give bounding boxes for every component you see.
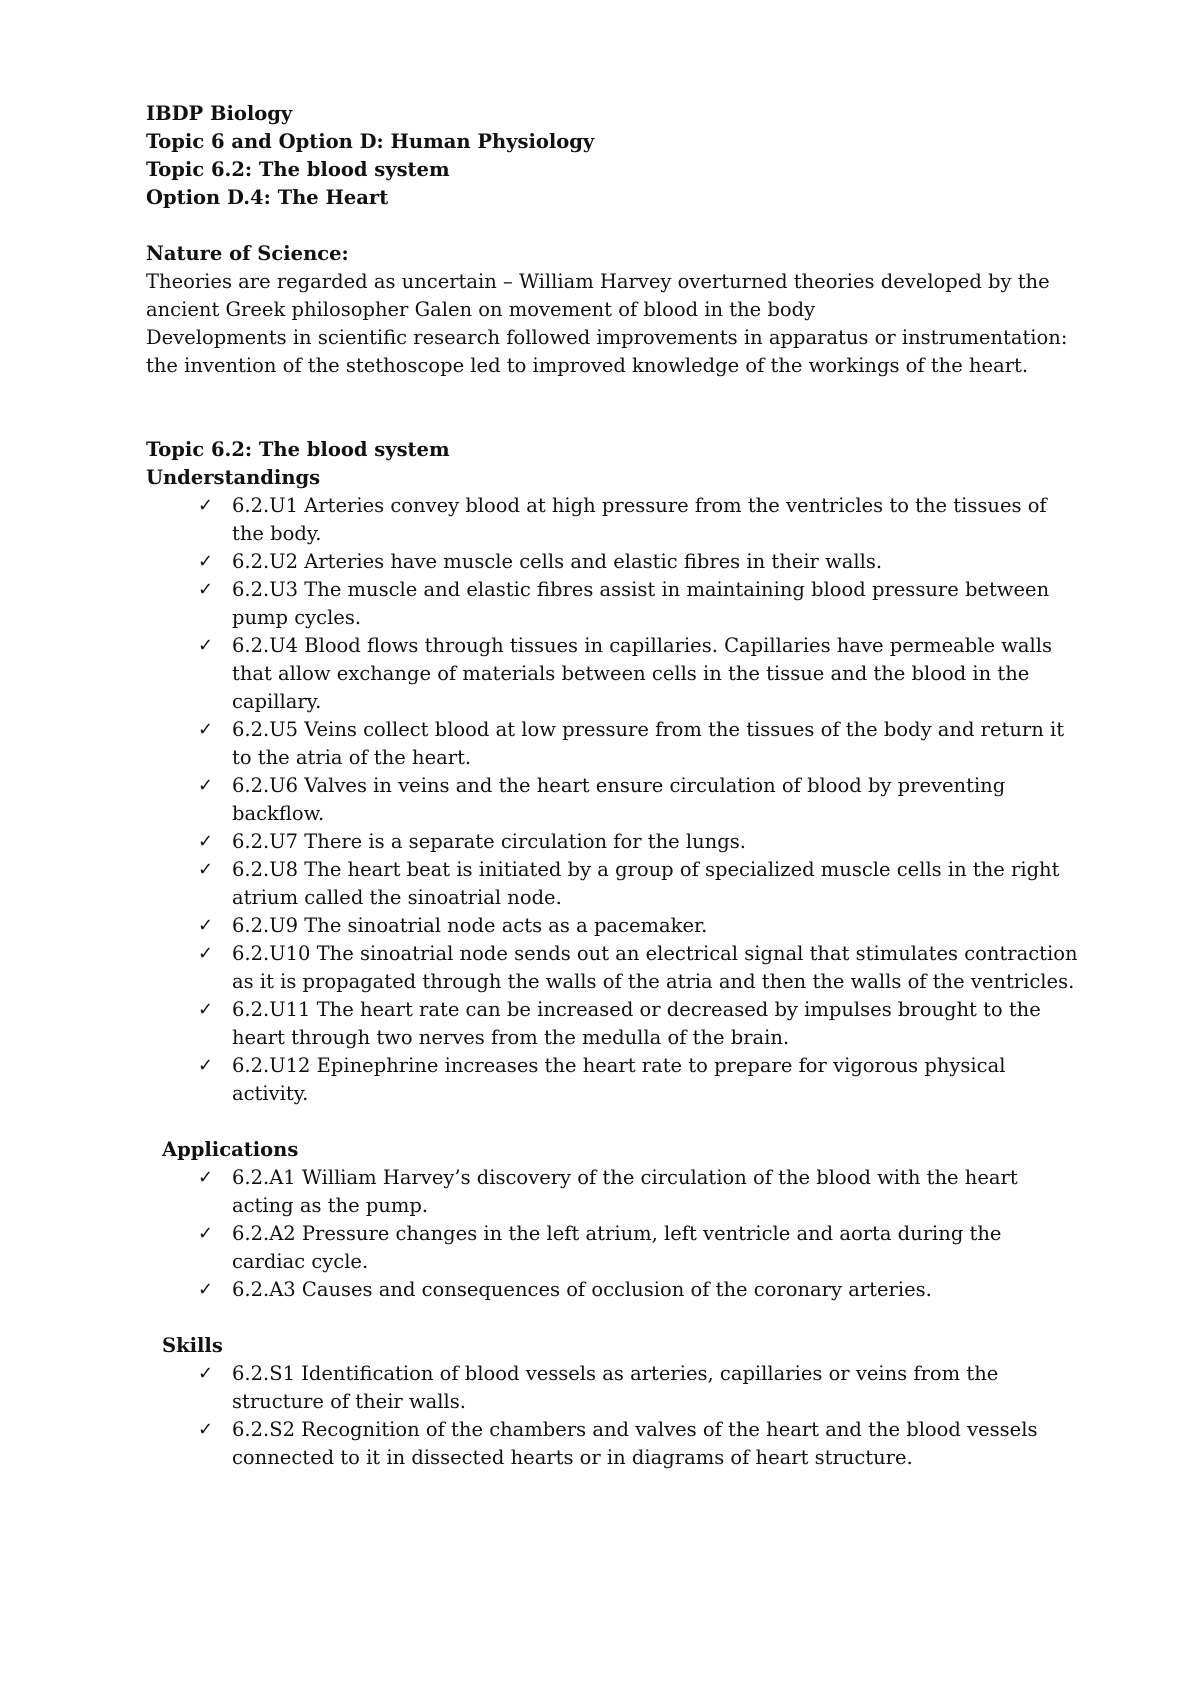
applications-list [146,1164,1080,1304]
list-item-text: 6.2.S1 Identification of blood vessels as arteries, capillaries or veins from the structure of their walls. [232,1362,999,1413]
check-icon: ✓ [198,495,214,516]
check-icon: ✓ [198,1419,214,1440]
understandings-list [146,492,1080,1108]
list-item-text: 6.2.U1 Arteries convey blood at high pressure from the ventricles to the tissues of the body. [232,494,1047,545]
list-item [198,996,1080,1052]
list-item-text: 6.2.U6 Valves in veins and the heart ensure circulation of blood by preventing backflow. [232,774,1006,825]
option-title: Option D.4: The Heart [146,186,389,209]
topic-title: Topic 6 and Option D: Human Physiology [146,130,595,153]
list-item-text: 6.2.U10 The sinoatrial node sends out an electrical signal that stimulates contraction as it is propagated through the walls of the atria and then the walls of the ventricles. [232,942,1078,993]
list-item-text: 6.2.U3 The muscle and elastic fibres assist in maintaining blood pressure between pump cycles. [232,578,1050,629]
topic-heading: Topic 6.2: The blood system [146,438,450,461]
subtopic-title: Topic 6.2: The blood system [146,158,450,181]
list-item [198,828,1080,856]
list-item-text: 6.2.U12 Epinephrine increases the heart rate to prepare for vigorous physical activity. [232,1054,1006,1105]
list-item-text: 6.2.S2 Recognition of the chambers and valves of the heart and the blood vessels connected to it in dissected hearts or in diagrams of heart structure. [232,1418,1038,1469]
list-item [198,492,1080,548]
check-icon: ✓ [198,1055,214,1076]
course-title: IBDP Biology [146,102,293,125]
check-icon: ✓ [198,635,214,656]
list-item [198,1416,1080,1472]
list-item [198,772,1080,828]
spacer [146,1304,1080,1332]
list-item-text: 6.2.U5 Veins collect blood at low pressure from the tissues of the body and return it to the atria of the heart. [232,718,1065,769]
list-item-text: 6.2.A2 Pressure changes in the left atrium, left ventricle and aorta during the cardiac cycle. [232,1222,1002,1273]
list-item [198,912,1080,940]
check-icon: ✓ [198,1279,214,1300]
list-item-text: 6.2.A3 Causes and consequences of occlusion of the coronary arteries. [232,1278,932,1301]
list-item [198,632,1080,716]
list-item-text: 6.2.A1 William Harvey’s discovery of the circulation of the blood with the heart acting as the pump. [232,1166,1018,1217]
nature-of-science-heading: Nature of Science: [146,242,349,265]
list-item-text: 6.2.U7 There is a separate circulation for the lungs. [232,830,746,853]
list-item-text: 6.2.U2 Arteries have muscle cells and elastic fibres in their walls. [232,550,883,573]
check-icon: ✓ [198,719,214,740]
check-icon: ✓ [198,999,214,1020]
list-item [198,1220,1080,1276]
check-icon: ✓ [198,831,214,852]
list-item [198,1164,1080,1220]
check-icon: ✓ [198,579,214,600]
check-icon: ✓ [198,1223,214,1244]
spacer [146,1108,1080,1136]
check-icon: ✓ [198,915,214,936]
list-item [198,548,1080,576]
list-item-text: 6.2.U11 The heart rate can be increased or decreased by impulses brought to the heart through two nerves from the medulla of the brain. [232,998,1041,1049]
check-icon: ✓ [198,775,214,796]
list-item [198,856,1080,912]
spacer [146,212,1080,240]
list-item [198,940,1080,996]
nature-of-science-paragraph-2: Developments in scientific research followed improvements in apparatus or instrumentation: the invention of the stethoscope led to improved knowledge of the workings of the heart. [146,326,1068,377]
list-item [198,576,1080,632]
applications-heading: Applications [162,1138,299,1161]
list-item-text: 6.2.U9 The sinoatrial node acts as a pacemaker. [232,914,708,937]
understandings-heading: Understandings [146,466,321,489]
spacer [146,380,1080,436]
check-icon: ✓ [198,943,214,964]
nature-of-science-paragraph-1: Theories are regarded as uncertain – William Harvey overturned theories developed by the ancient Greek philosopher Galen on movement of blood in the body [146,270,1050,321]
list-item-text: 6.2.U8 The heart beat is initiated by a group of specialized muscle cells in the right atrium called the sinoatrial node. [232,858,1060,909]
check-icon: ✓ [198,1363,214,1384]
check-icon: ✓ [198,551,214,572]
list-item [198,1360,1080,1416]
skills-list [146,1360,1080,1472]
list-item [198,716,1080,772]
check-icon: ✓ [198,859,214,880]
check-icon: ✓ [198,1167,214,1188]
list-item [198,1052,1080,1108]
list-item-text: 6.2.U4 Blood flows through tissues in capillaries. Capillaries have permeable walls that allow exchange of materials between cells in the tissue and the blood in the capillary. [232,634,1052,713]
list-item [198,1276,1080,1304]
skills-heading: Skills [162,1334,223,1357]
